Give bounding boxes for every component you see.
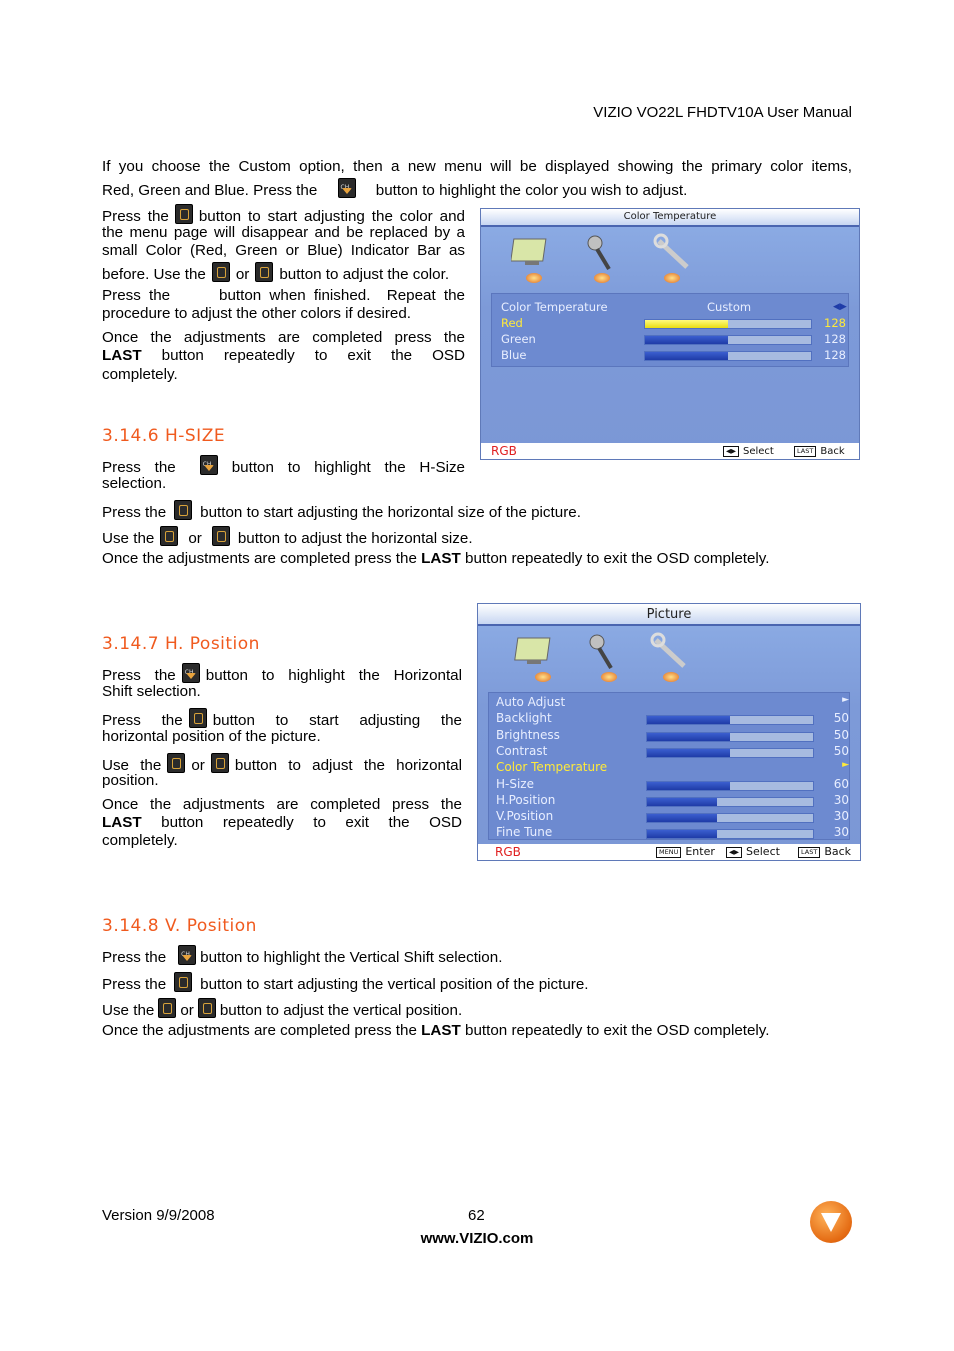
page-header-title: VIZIO VO22L FHDTV10A User Manual — [593, 104, 852, 121]
vpos-l2a: Press the — [102, 976, 167, 993]
color-l1a: Press the — [102, 208, 169, 225]
channel-down-button-icon — [200, 455, 218, 475]
color-para3-line-2 — [102, 346, 465, 365]
osd-level-bar — [646, 781, 814, 791]
osd-row-label: Auto Adjust — [496, 695, 566, 709]
hsize-line-5 — [102, 549, 770, 568]
hpos-l3a: Press the — [102, 712, 183, 729]
vpos-l3a: Use the — [102, 1002, 155, 1019]
osd-level-fill — [647, 830, 717, 838]
vpos-line-2 — [102, 972, 589, 994]
hsize-l1a: Press the — [102, 459, 176, 476]
osd-level-bar — [644, 351, 812, 361]
osd-level-bar — [646, 748, 814, 758]
volume-button-icon — [175, 204, 193, 224]
intro-text-b: button to highlight the color you wish to adjust. — [375, 182, 688, 199]
volume-down-button-icon — [167, 753, 185, 773]
volume-button-icon — [189, 708, 207, 728]
osd-row-value: 50 — [833, 743, 849, 758]
osd-row-value: 30 — [833, 792, 849, 807]
vpos-line-3 — [102, 998, 462, 1020]
select-label: Select — [743, 446, 774, 457]
intro-text-a: Red, Green and Blue. Press the — [102, 182, 318, 199]
osd-row-label: Contrast — [496, 743, 548, 758]
osd-level-fill — [647, 814, 717, 822]
setup-selector-icon — [663, 672, 679, 682]
last-key-label: LAST — [421, 550, 461, 567]
arrow-keys-icon: ◀▶ — [726, 847, 742, 858]
hsize-line-3 — [102, 500, 581, 522]
osd-color-temp-value: Custom — [707, 300, 752, 314]
color-p3l2b: button repeatedly to exit the OSD — [161, 347, 465, 364]
footer-page-number: 62 — [468, 1207, 485, 1224]
osd-row-label: Green — [501, 332, 536, 346]
footer-version: Version 9/9/2008 — [102, 1207, 215, 1224]
volume-up-button-icon — [212, 526, 230, 546]
vpos-l1b: button to highlight the Vertical Shift selection. — [200, 949, 503, 966]
select-label: Select — [746, 845, 780, 858]
back-label: Back — [824, 845, 852, 858]
left-right-arrows-icon: ◀▶ — [833, 302, 847, 312]
hsize-l4a: Use the — [102, 530, 155, 547]
color-l1b: button to start adjusting the color and — [198, 208, 465, 225]
osd-level-bar — [644, 335, 812, 345]
color-line-4 — [102, 262, 472, 284]
last-key-icon: LAST — [794, 446, 816, 457]
vpos-l2b: button to start adjusting the vertical position of the picture. — [200, 976, 589, 993]
osd-row-label: V.Position — [496, 809, 554, 824]
color-temperature-osd — [480, 208, 860, 460]
section-heading-vposition: 3.14.8 V. Position — [102, 916, 257, 936]
osd-row-label: H.Position — [496, 792, 556, 807]
hsize-l3a: Press the — [102, 504, 167, 521]
last-key-label: LAST — [421, 1022, 461, 1039]
last-key-label: LAST — [102, 347, 142, 364]
color-para3-line-1: Once the adjustments are completed press the — [102, 329, 465, 346]
osd-row-value: 30 — [833, 825, 849, 840]
hsize-line-2: selection. — [102, 475, 167, 492]
section-heading-hposition: 3.14.7 H. Position — [102, 634, 260, 654]
osd-row-value: ► — [842, 695, 849, 705]
vpos-line-4 — [102, 1021, 770, 1040]
osd-level-bar — [646, 829, 814, 839]
osd-level-fill — [647, 798, 717, 806]
osd-select-hint — [726, 845, 780, 858]
osd-row-label: Brightness — [496, 727, 560, 742]
vpos-line-1 — [102, 945, 502, 967]
osd-level-fill — [647, 782, 730, 790]
color-l4a: before. Use the — [102, 266, 206, 283]
osd-row-value: 30 — [833, 809, 849, 824]
section-heading-hsize: 3.14.6 H-SIZE — [102, 426, 226, 446]
picture-osd — [477, 603, 861, 861]
back-label: Back — [820, 446, 845, 457]
audio-menu-icon — [583, 630, 627, 674]
setup-menu-icon — [648, 630, 692, 674]
osd-level-bar — [646, 797, 814, 807]
vpos-l3c: button to adjust the vertical position. — [219, 1002, 463, 1019]
osd-row-value: 128 — [824, 316, 846, 330]
hpos-l5a: Use the — [102, 757, 162, 774]
osd-level-bar — [646, 732, 814, 742]
hpos-l5b: or — [191, 757, 205, 774]
hsize-l4b: or — [188, 530, 202, 547]
osd-back-hint — [794, 446, 845, 457]
hpos-l1a: Press the — [102, 667, 176, 684]
color-line-2: the menu page will disappear and be replaced by a — [102, 224, 465, 241]
osd-level-fill — [645, 320, 728, 328]
osd-level-bar — [646, 715, 814, 725]
osd-back-hint — [798, 845, 851, 858]
audio-selector-icon — [594, 273, 610, 283]
volume-down-button-icon — [158, 998, 176, 1018]
color-l4c: button to adjust the color. — [279, 266, 450, 283]
volume-up-button-icon — [211, 753, 229, 773]
osd-row-label: Color Temperature — [496, 760, 608, 775]
hpos-l1b: button to highlight the Horizontal — [205, 667, 462, 684]
last-key-icon: LAST — [798, 847, 820, 858]
hpos-line-8 — [102, 813, 462, 832]
osd-title: Picture — [478, 604, 860, 626]
hpos-line-4: horizontal position of the picture. — [102, 728, 321, 745]
menu-key-icon: MENU — [656, 847, 681, 858]
hpos-line-7: Once the adjustments are completed press the — [102, 796, 462, 813]
hsize-line-4 — [102, 526, 473, 548]
footer-url: www.VIZIO.com — [420, 1230, 534, 1247]
hpos-line-2: Shift selection. — [102, 683, 201, 700]
color-para2-line-1: Press the button when finished. Repeat the — [102, 287, 465, 304]
hsize-l1b: button to highlight the H-Size — [231, 459, 465, 476]
color-l4b: or — [235, 266, 250, 283]
osd-row-label: Blue — [501, 348, 527, 362]
osd-input-label: RGB — [491, 444, 517, 458]
osd-color-temp-label: Color Temperature — [501, 300, 608, 314]
volume-down-button-icon — [212, 262, 230, 282]
volume-button-icon — [174, 500, 192, 520]
volume-down-button-icon — [160, 526, 178, 546]
vpos-l3b: or — [180, 1002, 194, 1019]
osd-input-label: RGB — [495, 845, 521, 859]
picture-selector-icon — [535, 672, 551, 682]
osd-row-value: 50 — [833, 727, 849, 742]
hsize-l3b: button to start adjusting the horizontal size of the picture. — [200, 504, 581, 521]
osd-row-value: ► — [842, 760, 849, 771]
channel-down-button-icon — [338, 178, 356, 198]
hpos-l8b: button repeatedly to exit the OSD — [161, 814, 462, 831]
vpos-l4c: button repeatedly to exit the OSD completely. — [465, 1022, 770, 1039]
osd-level-fill — [647, 716, 730, 724]
osd-row-value: 60 — [833, 776, 849, 791]
osd-row-value: 128 — [824, 332, 846, 346]
osd-level-fill — [645, 336, 728, 344]
vpos-l4a: Once the adjustments are completed press the — [102, 1022, 417, 1039]
osd-level-bar — [646, 813, 814, 823]
osd-level-bar — [644, 319, 812, 329]
hsize-l5a: Once the adjustments are completed press the — [102, 550, 417, 567]
color-para3-line-3: completely. — [102, 366, 178, 383]
osd-title: Color Temperature — [481, 209, 859, 227]
osd-row-value: 128 — [824, 348, 846, 362]
osd-select-hint — [723, 446, 774, 457]
volume-up-button-icon — [255, 262, 273, 282]
channel-down-button-icon — [182, 663, 200, 683]
audio-selector-icon — [601, 672, 617, 682]
osd-level-fill — [647, 733, 730, 741]
enter-label: Enter — [685, 845, 715, 858]
hpos-l3b: button to start adjusting the — [212, 712, 463, 729]
vpos-l1a: Press the — [102, 949, 167, 966]
osd-row-label: H-Size — [496, 776, 534, 791]
hpos-line-6: position. — [102, 772, 159, 789]
osd-row-label: Backlight — [496, 711, 552, 726]
volume-button-icon — [174, 972, 192, 992]
osd-row-value: 50 — [833, 711, 849, 726]
intro-line-1: If you choose the Custom option, then a new menu will be displayed showing the primary color items, — [102, 158, 852, 175]
vizio-logo-icon — [810, 1201, 852, 1243]
osd-row-label: Fine Tune — [496, 825, 553, 840]
picture-menu-icon — [513, 630, 557, 674]
setup-menu-icon — [651, 231, 695, 275]
arrow-keys-icon: ◀▶ — [723, 446, 739, 457]
volume-up-button-icon — [198, 998, 216, 1018]
setup-selector-icon — [664, 273, 680, 283]
osd-enter-hint — [656, 845, 715, 858]
color-line-3: small Color (Red, Green or Blue) Indicator Bar as — [102, 242, 465, 259]
color-para2-line-2: procedure to adjust the other colors if desired. — [102, 305, 411, 322]
hpos-line-9: completely. — [102, 832, 178, 849]
picture-selector-icon — [526, 273, 542, 283]
hpos-l5c: button to adjust the horizontal — [234, 757, 463, 774]
last-key-label: LAST — [102, 814, 142, 831]
picture-menu-icon — [511, 231, 555, 275]
channel-down-button-icon — [178, 945, 196, 965]
audio-menu-icon — [581, 231, 625, 275]
osd-level-fill — [647, 749, 730, 757]
osd-level-fill — [645, 352, 728, 360]
osd-row-label: Red — [501, 316, 523, 330]
hsize-l5c: button repeatedly to exit the OSD completely. — [465, 550, 770, 567]
hsize-l4c: button to adjust the horizontal size. — [237, 530, 473, 547]
intro-line-2 — [102, 178, 852, 200]
